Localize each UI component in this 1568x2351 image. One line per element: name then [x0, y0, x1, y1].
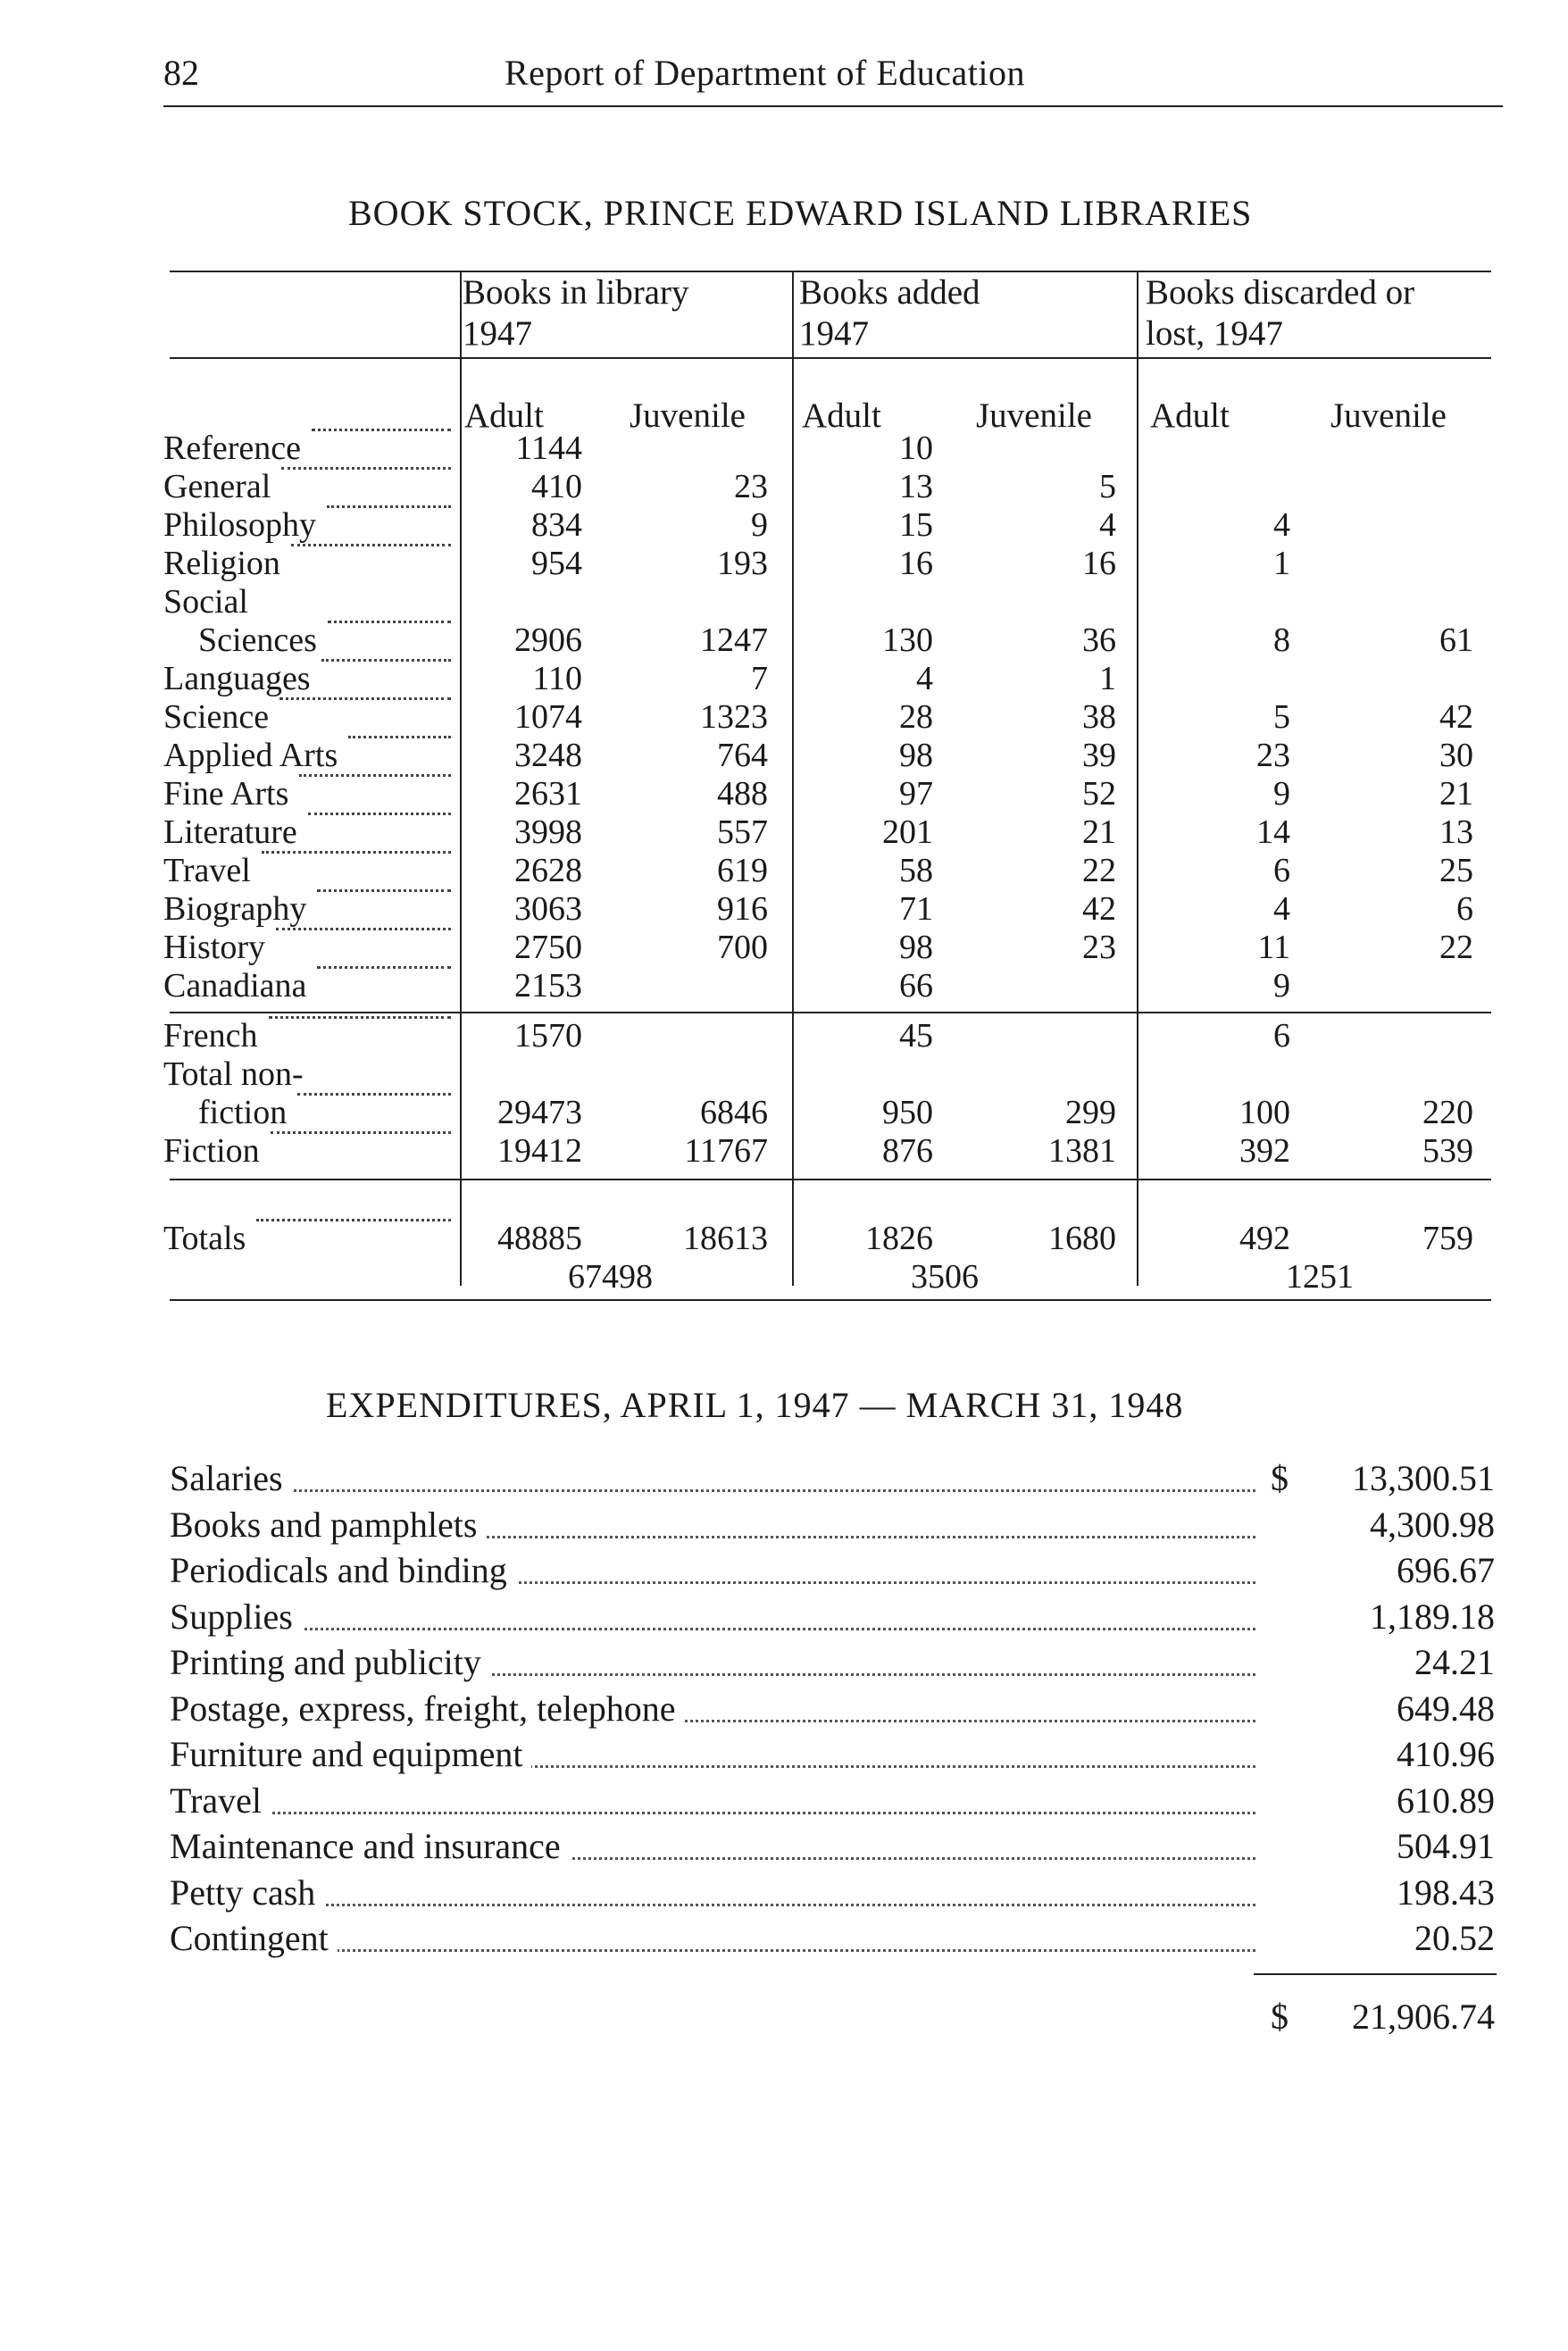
table-row — [0, 505, 1568, 544]
leader-dots — [279, 697, 451, 700]
leader-dots — [170, 1628, 1255, 1630]
expenditure-amount: 410.96 — [1397, 1734, 1495, 1774]
row-label: Sciences — [198, 621, 317, 659]
expenditure-amount: 504.91 — [1397, 1826, 1495, 1866]
expenditure-item — [0, 1780, 1568, 1826]
table-cell: 14 — [1256, 813, 1290, 851]
row-label: Science — [163, 698, 270, 736]
row-label: Biography — [163, 890, 307, 928]
leader-dots — [256, 1219, 451, 1221]
expenditure-label: Postage, express, freight, telephone — [170, 1688, 685, 1730]
row-label: General — [163, 468, 271, 505]
row-label: Religion — [163, 545, 280, 582]
leader-dots — [312, 429, 451, 431]
table-cell: 130 — [882, 621, 933, 659]
expenditure-amount: 1,189.18 — [1370, 1597, 1495, 1637]
expenditure-amount: 24.21 — [1414, 1642, 1495, 1682]
expenditure-amount: 610.89 — [1397, 1780, 1495, 1821]
table-cell: 193 — [717, 545, 768, 582]
total-currency-sign: $ — [1271, 1997, 1289, 2037]
leader-dots — [262, 851, 451, 854]
table-cell: 66 — [899, 967, 933, 1005]
table-row — [0, 1131, 1568, 1170]
table-cell: 15 — [899, 506, 933, 544]
leader-dots — [328, 621, 451, 623]
table-row — [0, 966, 1568, 1005]
table-cell: 61 — [1439, 621, 1473, 659]
table-cell: 2750 — [514, 929, 582, 966]
table-row — [0, 582, 1568, 621]
table-cell: 764 — [717, 737, 768, 774]
table-row — [0, 1016, 1568, 1055]
expenditure-item — [0, 1917, 1568, 1963]
table-row — [0, 889, 1568, 928]
leader-dots — [269, 1016, 451, 1019]
running-title: Report of Department of Education — [505, 53, 1025, 93]
table-cell: 392 — [1239, 1132, 1290, 1170]
leader-dots — [327, 505, 451, 508]
leader-dots — [317, 966, 451, 969]
table-cell: 619 — [717, 852, 768, 889]
table-cell: 23 — [734, 468, 768, 505]
table-cell: 1247 — [700, 621, 768, 659]
row-label: Travel — [163, 852, 251, 889]
table-cell: 2906 — [514, 621, 582, 659]
expenditure-item — [0, 1504, 1568, 1550]
row-label: Social — [163, 583, 248, 621]
table-cell: 9 — [1273, 775, 1290, 813]
expenditure-label: Maintenance and insurance — [170, 1825, 570, 1867]
table-cell: 3063 — [514, 890, 582, 928]
table-cell: 488 — [717, 775, 768, 813]
table-cell: 6 — [1273, 1017, 1290, 1055]
table-row — [0, 544, 1568, 582]
leader-dots — [170, 1489, 1255, 1492]
expenditure-amount: 696.67 — [1397, 1550, 1495, 1590]
table-cell: 954 — [531, 545, 582, 582]
table-cell: 4 — [1273, 890, 1290, 928]
table-cell: 38 — [1082, 698, 1116, 736]
table-cell: 19412 — [497, 1132, 582, 1170]
expenditure-item — [0, 1688, 1568, 1734]
table-cell: 8 — [1273, 621, 1290, 659]
table-cell: 4 — [1099, 506, 1116, 544]
table-cell: 2628 — [514, 852, 582, 889]
table-cell: 16 — [1082, 545, 1116, 582]
canadiana-rule — [170, 1012, 1491, 1013]
table-cell: 23 — [1256, 737, 1290, 774]
table-cell: 97 — [899, 775, 933, 813]
table-cell: 1570 — [514, 1017, 582, 1055]
table-cell: 21 — [1082, 813, 1116, 851]
table-cell: 13 — [899, 468, 933, 505]
table-cell: 1381 — [1048, 1132, 1116, 1170]
expenditure-label: Contingent — [170, 1917, 338, 1959]
table-row — [0, 736, 1568, 774]
table-row — [0, 621, 1568, 659]
table-row — [0, 813, 1568, 851]
table-cell: 1 — [1273, 545, 1290, 582]
table-cell: 21 — [1439, 775, 1473, 813]
table-cell: 6 — [1456, 890, 1473, 928]
row-label: Canadiana — [163, 967, 307, 1005]
table-cell: 30 — [1439, 737, 1473, 774]
table-cell: 1144 — [515, 429, 582, 467]
expenditure-item — [0, 1549, 1568, 1596]
table-cell: 2631 — [514, 775, 582, 813]
row-label: fiction — [198, 1094, 288, 1131]
table-cell: 39 — [1082, 737, 1116, 774]
table-row — [0, 429, 1568, 467]
table-cell: 759 — [1422, 1220, 1473, 1257]
table-cell: 1826 — [865, 1220, 933, 1257]
expenditure-total: 21,906.74 — [1352, 1997, 1495, 2037]
table-cell: 492 — [1239, 1220, 1290, 1257]
table-cell: 3998 — [514, 813, 582, 851]
table-cell: 1074 — [514, 698, 582, 736]
expenditure-label: Travel — [170, 1780, 271, 1822]
row-label: History — [163, 929, 265, 966]
subheader-adult: Adult — [464, 396, 544, 435]
row-label: Total non- — [163, 1055, 304, 1093]
table-cell: 1 — [1099, 660, 1116, 697]
table-cell: 48885 — [497, 1220, 582, 1257]
table-cell: 539 — [1422, 1132, 1473, 1170]
table-cell: 299 — [1065, 1094, 1116, 1131]
table-cell: 28 — [899, 698, 933, 736]
currency-sign: $ — [1271, 1458, 1289, 1498]
table-cell: 16 — [899, 545, 933, 582]
table-cell: 557 — [717, 813, 768, 851]
table-cell: 13 — [1439, 813, 1473, 851]
table-row — [0, 774, 1568, 813]
table-cell: 5 — [1273, 698, 1290, 736]
expenditure-label: Salaries — [170, 1457, 292, 1499]
table-row — [0, 467, 1568, 505]
table-cell: 23 — [1082, 929, 1116, 966]
row-label: Fine Arts — [163, 775, 289, 813]
table-cell: 58 — [899, 852, 933, 889]
table-cell: 52 — [1082, 775, 1116, 813]
table-cell: 4 — [916, 660, 933, 697]
group-header-added: Books added 1947 — [799, 273, 980, 353]
table-bottom-rule — [170, 1299, 1491, 1301]
group-header-rule — [170, 357, 1491, 359]
table-cell: 18613 — [683, 1220, 768, 1257]
table-row — [0, 1219, 1568, 1257]
book-stock-title: BOOK STOCK, PRINCE EDWARD ISLAND LIBRARIES — [348, 193, 1253, 233]
leader-dots — [170, 1904, 1255, 1906]
expenditure-item — [0, 1872, 1568, 1918]
leader-dots — [348, 736, 451, 738]
table-cell: 1680 — [1048, 1220, 1116, 1257]
row-label: Languages — [163, 660, 311, 697]
expenditure-item — [0, 1596, 1568, 1642]
table-cell: 201 — [882, 813, 933, 851]
table-cell: 36 — [1082, 621, 1116, 659]
leader-dots — [281, 467, 451, 470]
table-cell: 3248 — [514, 737, 582, 774]
table-cell: 876 — [882, 1132, 933, 1170]
table-cell: 11767 — [684, 1132, 768, 1170]
leader-dots — [291, 544, 451, 546]
grand-total-row — [0, 1257, 1568, 1296]
expenditure-amount: 649.48 — [1397, 1688, 1495, 1729]
table-cell: 220 — [1422, 1094, 1473, 1131]
expenditure-label: Supplies — [170, 1596, 302, 1638]
table-row — [0, 851, 1568, 889]
table-cell: 6 — [1273, 852, 1290, 889]
total-rule — [1254, 1973, 1497, 1975]
table-cell: 4 — [1273, 506, 1290, 544]
table-cell: 950 — [882, 1094, 933, 1131]
leader-dots — [299, 774, 451, 777]
page-header — [163, 52, 1503, 107]
expenditure-amount: 4,300.98 — [1370, 1505, 1495, 1545]
expenditures-title: EXPENDITURES, APRIL 1, 1947 — MARCH 31, 1948 — [326, 1385, 1184, 1425]
row-label: French — [163, 1017, 258, 1055]
subheader-adult: Adult — [1150, 396, 1230, 435]
group-header-in-library: Books in library 1947 — [463, 273, 689, 353]
table-cell: 29473 — [497, 1094, 582, 1131]
group-header-discarded: Books discarded or lost, 1947 — [1146, 273, 1415, 353]
expenditure-label: Books and pamphlets — [170, 1504, 486, 1546]
table-cell: 42 — [1082, 890, 1116, 928]
table-row — [0, 659, 1568, 697]
leader-dots — [308, 813, 451, 815]
table-cell: 45 — [899, 1017, 933, 1055]
expenditure-item — [0, 1641, 1568, 1688]
page-number: 82 — [163, 53, 199, 93]
row-label: Reference — [163, 429, 301, 467]
grand-total-discarded: 1251 — [1286, 1258, 1354, 1296]
row-label: Philosophy — [163, 506, 317, 544]
table-cell: 98 — [899, 929, 933, 966]
grand-total-in-library: 67498 — [568, 1258, 653, 1296]
table-row — [0, 1055, 1568, 1093]
table-cell: 22 — [1439, 929, 1473, 966]
table-cell: 834 — [531, 506, 582, 544]
subheader-juvenile: Juvenile — [630, 396, 746, 435]
fiction-rule — [170, 1179, 1491, 1180]
table-cell: 700 — [717, 929, 768, 966]
leader-dots — [317, 889, 451, 892]
subheader-juvenile: Juvenile — [976, 396, 1092, 435]
table-row — [0, 1093, 1568, 1131]
table-cell: 2153 — [514, 967, 582, 1005]
table-cell: 916 — [717, 890, 768, 928]
expenditure-item — [0, 1825, 1568, 1872]
subheader-juvenile: Juvenile — [1330, 396, 1447, 435]
row-label: Totals — [163, 1220, 246, 1257]
row-label: Applied Arts — [163, 737, 338, 774]
expenditure-amount: 13,300.51 — [1352, 1458, 1495, 1498]
expenditure-item — [0, 1457, 1568, 1504]
table-cell: 22 — [1082, 852, 1116, 889]
table-cell: 11 — [1257, 929, 1290, 966]
expenditure-amount: 20.52 — [1414, 1918, 1495, 1958]
table-cell: 9 — [1273, 967, 1290, 1005]
leader-dots — [321, 659, 451, 662]
table-cell: 6846 — [700, 1094, 768, 1131]
leader-dots — [271, 1131, 451, 1134]
table-cell: 5 — [1099, 468, 1116, 505]
table-cell: 7 — [751, 660, 768, 697]
table-row — [0, 928, 1568, 966]
table-cell: 71 — [899, 890, 933, 928]
table-row — [0, 697, 1568, 736]
expenditure-amount: 198.43 — [1397, 1872, 1495, 1913]
expenditure-label: Printing and publicity — [170, 1641, 490, 1683]
expenditure-label: Furniture and equipment — [170, 1733, 531, 1775]
table-cell: 42 — [1439, 698, 1473, 736]
leader-dots — [170, 1812, 1255, 1814]
row-label: Fiction — [163, 1132, 260, 1170]
table-cell: 100 — [1239, 1094, 1290, 1131]
table-cell: 25 — [1439, 852, 1473, 889]
expenditure-item — [0, 1733, 1568, 1780]
table-cell: 110 — [532, 660, 582, 697]
grand-total-added: 3506 — [911, 1258, 979, 1296]
table-cell: 410 — [531, 468, 582, 505]
subheader-adult: Adult — [802, 396, 881, 435]
expenditure-label: Periodicals and binding — [170, 1549, 516, 1591]
leader-dots — [297, 1093, 451, 1096]
expenditure-label: Petty cash — [170, 1872, 324, 1913]
leader-dots — [276, 928, 451, 930]
table-cell: 1323 — [700, 698, 768, 736]
row-label: Literature — [163, 813, 297, 851]
table-cell: 9 — [751, 506, 768, 544]
table-cell: 10 — [899, 429, 933, 467]
table-cell: 98 — [899, 737, 933, 774]
